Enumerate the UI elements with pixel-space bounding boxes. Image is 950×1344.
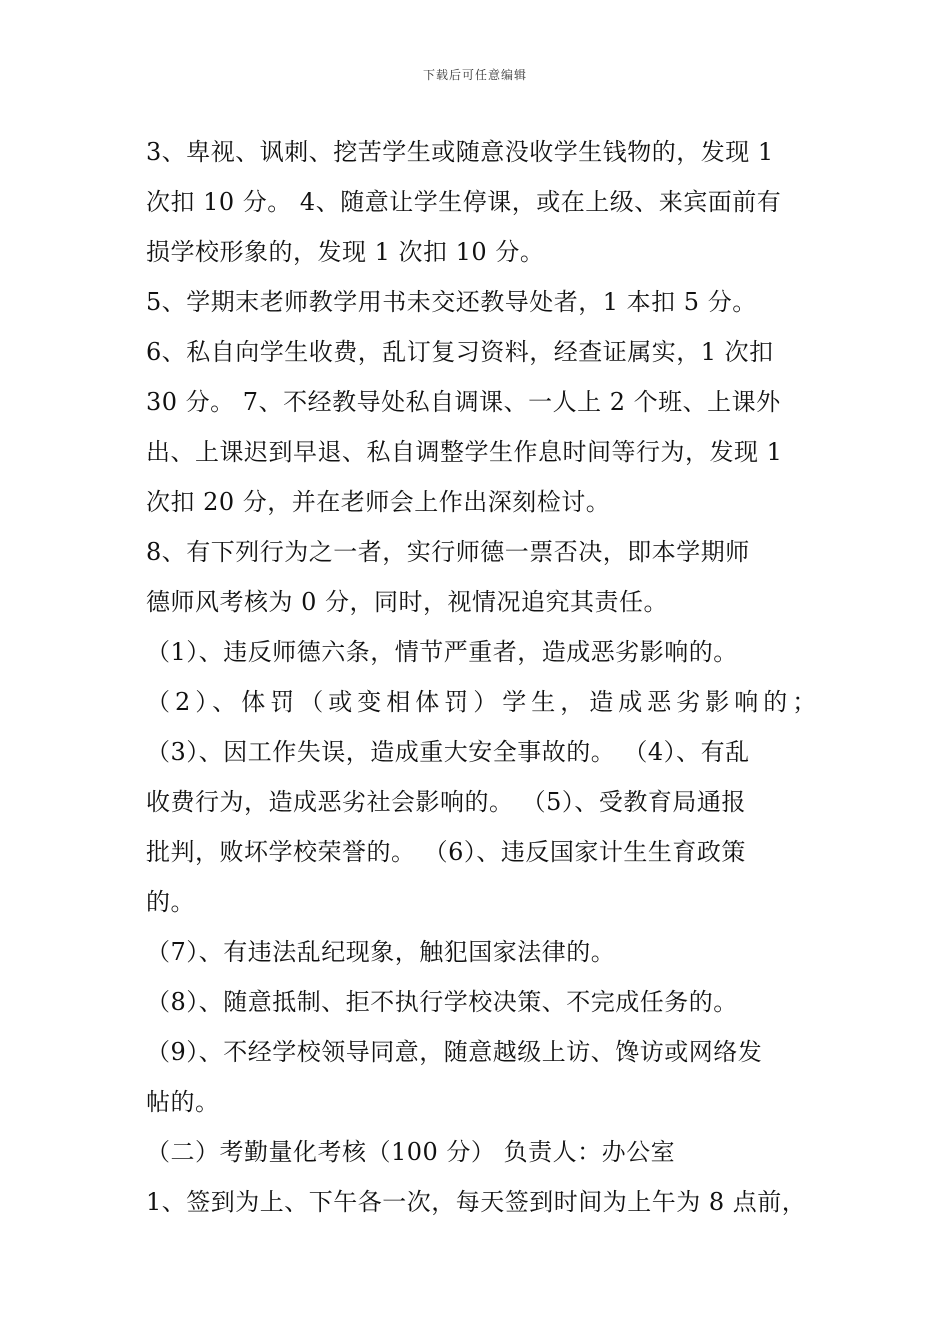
text-line: 1、签到为上、下午各一次，每天签到时间为上午为 8 点前， [146, 1188, 807, 1216]
text-line: 30 分。 7、不经教导处私自调课、一人上 2 个班、上课外 [146, 388, 781, 416]
text-line: 批判，败坏学校荣誉的。 （6）、违反国家计生生育政策 [146, 838, 746, 866]
text-line: 8、有下列行为之一者，实行师德一票否决，即本学期师 [146, 538, 750, 566]
text-line: 收费行为，造成恶劣社会影响的。 （5）、受教育局通报 [146, 788, 746, 816]
text-line: 出、上课迟到早退、私自调整学生作息时间等行为，发现 1 [146, 438, 783, 466]
document-body [146, 127, 821, 1227]
text-line: （2）、体罚（或变相体罚）学生，造成恶劣影响的； [146, 688, 822, 716]
text-line: 的。 [146, 888, 195, 916]
text-line: （二）考勤量化考核（100 分） 负责人：办公室 [146, 1138, 676, 1166]
text-line: 3、卑视、讽刺、挖苦学生或随意没收学生钱物的，发现 1 [146, 138, 774, 166]
text-line: 损学校形象的，发现 1 次扣 10 分。 [146, 238, 545, 266]
text-line: （9）、不经学校领导同意，随意越级上访、馋访或网络发 [146, 1038, 763, 1066]
text-line: 5、学期末老师教学用书未交还教导处者，1 本扣 5 分。 [146, 288, 757, 316]
text-line: 次扣 10 分。 4、随意让学生停课，或在上级、来宾面前有 [146, 188, 782, 216]
text-line: 德师风考核为 0 分，同时，视情况追究其责任。 [146, 588, 669, 616]
text-line: （3）、因工作失误，造成重大安全事故的。 （4）、有乱 [146, 738, 750, 766]
text-line: 帖的。 [146, 1088, 220, 1116]
text-line: （7）、有违法乱纪现象，触犯国家法律的。 [146, 938, 616, 966]
text-line: 次扣 20 分，并在老师会上作出深刻检讨。 [146, 488, 611, 516]
text-line: 6、私自向学生收费，乱订复习资料，经查证属实，1 次扣 [146, 338, 774, 366]
page-header-note: 下载后可任意编辑 [422, 68, 527, 82]
text-line: （1）、违反师德六条，情节严重者，造成恶劣影响的。 [146, 638, 738, 666]
text-line: （8）、随意抵制、拒不执行学校决策、不完成任务的。 [146, 988, 738, 1016]
